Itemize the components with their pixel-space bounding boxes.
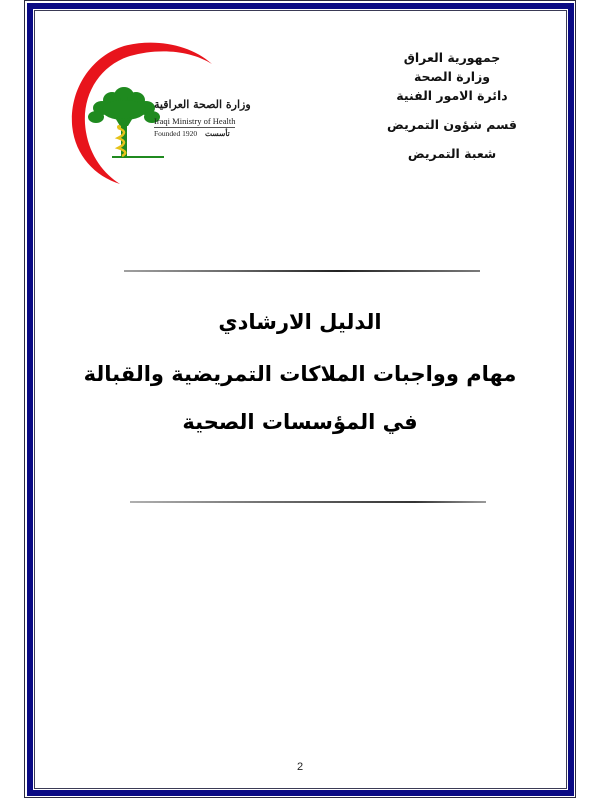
divider-top <box>124 270 480 272</box>
ministry-logo <box>62 36 251 196</box>
logo-founded-english: Founded 1920 <box>154 129 198 138</box>
header-directorate: دائرة الامور الفنية <box>396 88 508 103</box>
header-country: جمهورية العراق <box>403 50 501 65</box>
divider-bottom <box>130 501 486 503</box>
header-division: شعبة التمريض <box>407 146 497 161</box>
logo-name-arabic: وزارة الصحة العراقية <box>154 98 251 111</box>
header-department: قسم شؤون التمريض <box>387 117 517 132</box>
title-line-2: مهام وواجبات الملاكات التمريضية والقبالة <box>83 362 517 386</box>
document-header <box>352 48 552 163</box>
logo-founded <box>154 129 230 138</box>
palm-tree-icon <box>84 82 164 162</box>
logo-name-english: Iraqi Ministry of Health <box>154 116 236 126</box>
page-number: 2 <box>296 761 304 773</box>
title-line-1: الدليل الارشادي <box>218 310 382 334</box>
logo-founded-arabic: تأسست <box>205 129 230 138</box>
header-ministry: وزارة الصحة <box>413 69 491 84</box>
title-line-3: في المؤسسات الصحية <box>182 410 418 434</box>
